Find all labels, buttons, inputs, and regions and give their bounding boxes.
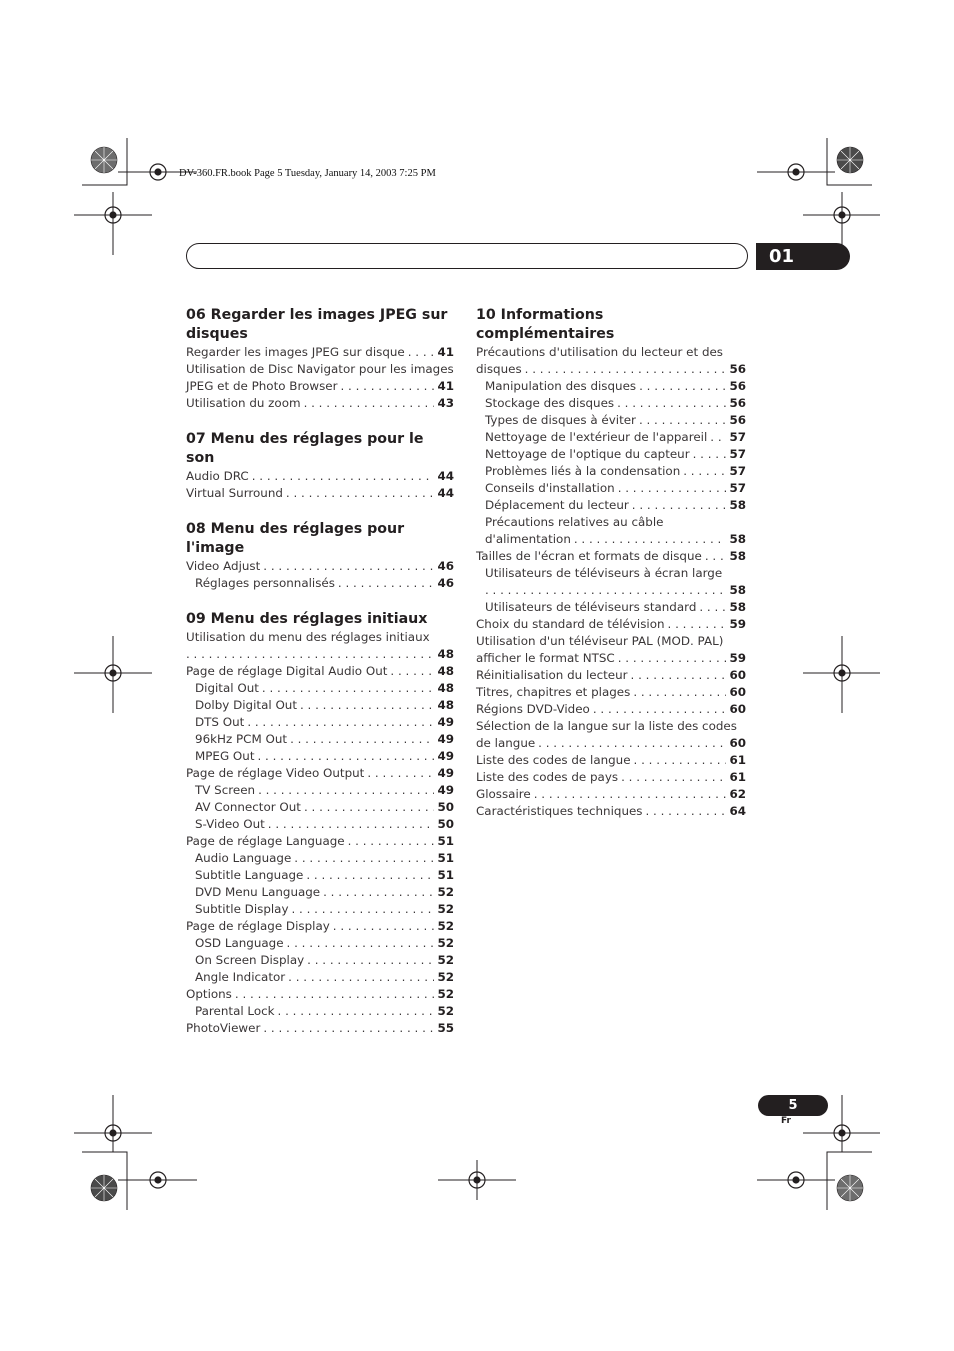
dot-leader	[287, 935, 435, 952]
toc-entry-label: Sélection de la langue sur la liste des codes	[476, 719, 737, 733]
toc-entry[interactable]	[186, 952, 454, 969]
toc-page-number: 50	[437, 817, 454, 831]
toc-entry-label: Utilisation du menu des réglages initiaux	[186, 630, 430, 644]
toc-page-number: 48	[437, 664, 454, 678]
toc-page-number: 43	[437, 396, 454, 410]
toc-entry-title: Options	[186, 987, 232, 1001]
dot-leader	[252, 468, 435, 485]
toc-entry-title: Manipulation des disques	[485, 379, 637, 393]
toc-entry[interactable]	[186, 575, 454, 592]
toc-entry-title: Stockage des disques	[485, 396, 615, 410]
toc-entry-title: Page de réglage Digital Audio Out	[186, 664, 388, 678]
toc-section-title[interactable]: 08 Menu des réglages pour l'image	[186, 521, 405, 556]
toc-entry[interactable]	[186, 485, 454, 502]
dot-leader	[621, 769, 726, 786]
toc-page-number: 49	[437, 732, 454, 746]
dot-leader	[263, 1020, 434, 1037]
toc-page-number: 58	[729, 600, 746, 614]
dot-leader	[367, 765, 434, 782]
toc-page-number: 49	[437, 749, 454, 763]
toc-entry[interactable]	[476, 684, 746, 701]
toc-right-column	[476, 306, 746, 820]
toc-entry-label: Utilisateurs de téléviseurs à écran large	[485, 566, 723, 580]
dot-leader	[618, 650, 727, 667]
dot-leader	[617, 395, 726, 412]
toc-page-number: 52	[437, 885, 454, 899]
toc-entry[interactable]	[186, 714, 454, 731]
dot-leader	[574, 531, 727, 548]
toc-page-number: 60	[729, 702, 746, 716]
toc-entry-title: Choix du standard de télévision	[476, 617, 665, 631]
toc-entry[interactable]	[186, 918, 454, 935]
toc-left-column	[186, 306, 454, 1037]
toc-entry[interactable]	[476, 378, 746, 395]
toc-entry[interactable]	[476, 446, 746, 463]
toc-page-number: 48	[437, 647, 454, 661]
dot-leader	[288, 969, 434, 986]
toc-entry[interactable]	[186, 935, 454, 952]
toc-entry-title: d'alimentation	[485, 532, 571, 546]
toc-entry-title: PhotoViewer	[186, 1021, 261, 1035]
dot-leader	[634, 752, 727, 769]
dot-leader	[632, 497, 727, 514]
page-number: 5	[758, 1095, 828, 1116]
dot-leader	[258, 782, 434, 799]
toc-entry-title: Page de réglage Language	[186, 834, 345, 848]
toc-entry-title: Utilisateurs de téléviseurs standard	[485, 600, 697, 614]
toc-entry-title: Regarder les images JPEG sur disque	[186, 345, 405, 359]
toc-entry[interactable]	[476, 463, 746, 480]
toc-page-number: 56	[729, 396, 746, 410]
toc-page-number: 46	[437, 576, 454, 590]
toc-entry[interactable]	[186, 344, 454, 361]
toc-entry[interactable]	[476, 650, 746, 667]
toc-entry-title: DVD Menu Language	[195, 885, 321, 899]
toc-page-number: 58	[729, 532, 746, 546]
toc-entry-title: afficher le format NTSC	[476, 651, 615, 665]
dot-leader	[705, 548, 727, 565]
dot-leader	[307, 952, 434, 969]
toc-entry-title: Réinitialisation du lecteur	[476, 668, 628, 682]
toc-entry-title: Digital Out	[195, 681, 259, 695]
toc-page-number: 58	[729, 498, 746, 512]
dot-leader	[294, 850, 434, 867]
toc-page-number: 51	[437, 834, 454, 848]
toc-entry-title: Nettoyage de l'extérieur de l'appareil	[485, 430, 708, 444]
dot-leader	[699, 599, 726, 616]
dot-leader	[262, 680, 435, 697]
toc-entry[interactable]	[476, 616, 746, 633]
toc-page-number: 59	[729, 617, 746, 631]
toc-entry[interactable]	[476, 752, 746, 769]
chapter-number-tab: 01	[756, 243, 850, 270]
language-code: Fr	[780, 1116, 791, 1126]
dot-leader	[300, 697, 434, 714]
toc-entry[interactable]	[186, 748, 454, 765]
toc-page-number: 44	[437, 469, 454, 483]
toc-entry-title: Page de réglage Display	[186, 919, 330, 933]
toc-page-number: 49	[437, 783, 454, 797]
dot-leader	[408, 344, 435, 361]
toc-entry-title: Audio Language	[195, 851, 292, 865]
dot-leader	[633, 684, 726, 701]
dot-leader	[348, 833, 435, 850]
toc-entry[interactable]	[186, 646, 454, 663]
toc-entry[interactable]	[476, 599, 746, 616]
toc-page-number: 56	[729, 379, 746, 393]
toc-entry[interactable]	[186, 884, 454, 901]
toc-page-number: 62	[729, 787, 746, 801]
toc-entry-title: TV Screen	[195, 783, 256, 797]
toc-entry[interactable]	[186, 378, 454, 395]
toc-page-number: 52	[437, 953, 454, 967]
dot-leader	[485, 582, 726, 599]
dot-leader	[290, 731, 434, 748]
toc-entry-title: Nettoyage de l'optique du capteur	[485, 447, 690, 461]
toc-entry-label: Utilisation de Disc Navigator pour les images	[186, 362, 454, 376]
toc-page-number: 55	[437, 1021, 454, 1035]
toc-entry-title: Utilisation du zoom	[186, 396, 301, 410]
toc-page-number: 46	[437, 559, 454, 573]
dot-leader	[631, 667, 727, 684]
toc-page-number: 49	[437, 766, 454, 780]
toc-page-number: 56	[729, 362, 746, 376]
toc-entry-label: Précautions relatives au câble	[485, 515, 664, 529]
toc-page-number: 56	[729, 413, 746, 427]
toc-page-number: 49	[437, 715, 454, 729]
dot-leader	[263, 558, 434, 575]
toc-page-number: 64	[729, 804, 746, 818]
toc-entry[interactable]	[476, 735, 746, 752]
toc-entry-title: disques	[476, 362, 522, 376]
toc-page-number: 60	[729, 736, 746, 750]
toc-entry-title: Audio DRC	[186, 469, 249, 483]
toc-section-title[interactable]: 09 Menu des réglages initiaux	[186, 611, 428, 627]
toc-section-title[interactable]: 06 Regarder les images JPEG sur disques	[186, 307, 448, 342]
dot-leader	[278, 1003, 435, 1020]
toc-section-title[interactable]: 07 Menu des réglages pour le son	[186, 431, 424, 466]
toc-entry-title: Glossaire	[476, 787, 531, 801]
toc-entry[interactable]	[186, 782, 454, 799]
toc-entry-title: Angle Indicator	[195, 970, 286, 984]
toc-entry-title: Virtual Surround	[186, 486, 283, 500]
toc-page-number: 50	[437, 800, 454, 814]
dot-leader	[338, 575, 435, 592]
toc-entry[interactable]	[476, 480, 746, 497]
toc-page-number: 52	[437, 1004, 454, 1018]
dot-leader	[292, 901, 435, 918]
dot-leader	[668, 616, 727, 633]
toc-page-number: 57	[729, 464, 746, 478]
dot-leader	[304, 395, 435, 412]
toc-entry[interactable]	[476, 701, 746, 718]
toc-entry[interactable]	[186, 1003, 454, 1020]
dot-leader	[186, 646, 434, 663]
toc-entry-title: DTS Out	[195, 715, 245, 729]
toc-entry[interactable]	[476, 582, 746, 599]
dot-leader	[639, 378, 726, 395]
toc-entry-label: Précautions d'utilisation du lecteur et des	[476, 345, 723, 359]
toc-entry-title: Subtitle Display	[195, 902, 289, 916]
toc-page-number: 51	[437, 868, 454, 882]
dot-leader	[646, 803, 727, 820]
chapter-title-bar	[186, 243, 748, 269]
toc-entry[interactable]	[186, 799, 454, 816]
toc-entry-title: AV Connector Out	[195, 800, 301, 814]
toc-entry-title: Conseils d'installation	[485, 481, 615, 495]
toc-entry[interactable]	[186, 816, 454, 833]
toc-entry-label: Utilisation d'un téléviseur PAL (MOD. PAL)	[476, 634, 724, 648]
toc-section-title[interactable]: 10 Informations complémentaires	[476, 307, 615, 342]
dot-leader	[639, 412, 727, 429]
toc-entry[interactable]	[186, 468, 454, 485]
toc-page-number: 48	[437, 681, 454, 695]
toc-page-number: 52	[437, 902, 454, 916]
dot-leader	[268, 816, 435, 833]
toc-entry-title: OSD Language	[195, 936, 284, 950]
toc-entry[interactable]	[476, 769, 746, 786]
toc-entry[interactable]	[186, 663, 454, 680]
dot-leader	[534, 786, 727, 803]
toc-entry-title: Liste des codes de pays	[476, 770, 619, 784]
dot-leader	[306, 867, 434, 884]
toc-entry[interactable]	[186, 850, 454, 867]
toc-entry-title: S-Video Out	[195, 817, 265, 831]
toc-page-number: 44	[437, 486, 454, 500]
toc-entry-title: Problèmes liés à la condensation	[485, 464, 681, 478]
dot-leader	[340, 378, 434, 395]
toc-entry[interactable]	[476, 497, 746, 514]
toc-entry[interactable]	[476, 531, 746, 548]
toc-entry[interactable]	[186, 833, 454, 850]
toc-entry-title: Tailles de l'écran et formats de disque	[476, 549, 702, 563]
dot-leader	[247, 714, 434, 731]
toc-entry[interactable]	[476, 786, 746, 803]
toc-entry-title: MPEG Out	[195, 749, 255, 763]
dot-leader	[710, 429, 726, 446]
dot-leader	[333, 918, 435, 935]
toc-entry-title: Parental Lock	[195, 1004, 275, 1018]
toc-entry[interactable]	[476, 667, 746, 684]
book-info-line: DV-360.FR.book Page 5 Tuesday, January 14, 2003 7:25 PM	[179, 168, 436, 179]
toc-entry-title: Dolby Digital Out	[195, 698, 297, 712]
toc-entry[interactable]	[186, 867, 454, 884]
toc-entry[interactable]	[476, 429, 746, 446]
toc-page-number: 51	[437, 851, 454, 865]
toc-entry-title: Liste des codes de langue	[476, 753, 631, 767]
toc-entry[interactable]	[186, 558, 454, 575]
toc-entry-title: de langue	[476, 736, 536, 750]
toc-entry[interactable]	[476, 803, 746, 820]
toc-page-number: 41	[437, 379, 454, 393]
toc-page-number: 57	[729, 481, 746, 495]
toc-entry-title: 96kHz PCM Out	[195, 732, 288, 746]
toc-entry[interactable]	[186, 969, 454, 986]
toc-page-number: 57	[729, 447, 746, 461]
toc-entry-title: Types de disques à éviter	[485, 413, 636, 427]
toc-page-number: 61	[729, 753, 746, 767]
dot-leader	[390, 663, 434, 680]
dot-leader	[593, 701, 727, 718]
toc-entry-title: Déplacement du lecteur	[485, 498, 629, 512]
toc-entry[interactable]	[476, 548, 746, 565]
toc-entry[interactable]	[476, 361, 746, 378]
dot-leader	[683, 463, 726, 480]
toc-entry[interactable]	[186, 731, 454, 748]
toc-page-number: 60	[729, 685, 746, 699]
toc-page-number: 61	[729, 770, 746, 784]
toc-page-number: 52	[437, 936, 454, 950]
toc-entry-title: Réglages personnalisés	[195, 576, 335, 590]
toc-entry-title: Titres, chapitres et plages	[476, 685, 631, 699]
toc-page-number: 60	[729, 668, 746, 682]
dot-leader	[525, 361, 727, 378]
toc-entry[interactable]	[186, 901, 454, 918]
toc-entry[interactable]	[186, 765, 454, 782]
dot-leader	[323, 884, 434, 901]
toc-entry-title: JPEG et de Photo Browser	[186, 379, 338, 393]
toc-page-number: 48	[437, 698, 454, 712]
toc-page-number: 59	[729, 651, 746, 665]
toc-page-number: 41	[437, 345, 454, 359]
toc-page-number: 52	[437, 970, 454, 984]
dot-leader	[618, 480, 727, 497]
toc-entry[interactable]	[186, 1020, 454, 1037]
toc-entry[interactable]	[186, 395, 454, 412]
toc-entry[interactable]	[476, 412, 746, 429]
toc-entry-title: On Screen Display	[195, 953, 305, 967]
toc-entry-title: Régions DVD-Video	[476, 702, 590, 716]
toc-entry-title: Caractéristiques techniques	[476, 804, 643, 818]
toc-entry-title: Page de réglage Video Output	[186, 766, 365, 780]
dot-leader	[235, 986, 435, 1003]
toc-entry[interactable]	[186, 986, 454, 1003]
toc-page-number: 52	[437, 987, 454, 1001]
dot-leader	[693, 446, 727, 463]
toc-entry-title: Subtitle Language	[195, 868, 304, 882]
toc-page-number: 58	[729, 549, 746, 563]
toc-entry-title: Video Adjust	[186, 559, 261, 573]
dot-leader	[286, 485, 435, 502]
toc-entry[interactable]	[186, 697, 454, 714]
toc-page-number: 58	[729, 583, 746, 597]
toc-page-number: 52	[437, 919, 454, 933]
toc-page-number: 57	[729, 430, 746, 444]
dot-leader	[538, 735, 726, 752]
dot-leader	[258, 748, 435, 765]
dot-leader	[304, 799, 434, 816]
toc-entry[interactable]	[476, 395, 746, 412]
toc-entry[interactable]	[186, 680, 454, 697]
